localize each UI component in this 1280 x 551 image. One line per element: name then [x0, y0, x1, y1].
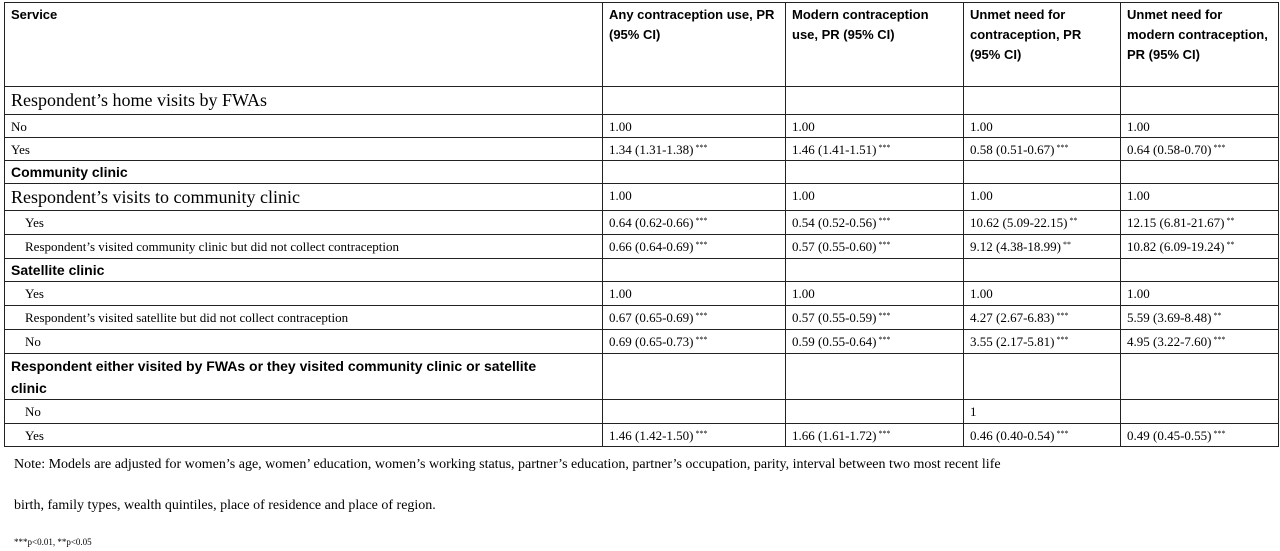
estimate: 0.49 (0.45-0.55)	[1127, 428, 1212, 443]
significance-marker: ***	[695, 429, 708, 438]
row-label: Respondent’s visited community clinic but did not collect contraception	[5, 235, 603, 259]
table-row	[5, 87, 1279, 115]
table-row	[5, 184, 1279, 211]
cell-value: 1.00	[603, 184, 786, 211]
row-label: No	[5, 115, 603, 138]
table-row	[5, 235, 1279, 259]
cell-value	[964, 211, 1121, 235]
significance-marker: **	[1213, 311, 1222, 320]
estimate: 0.64 (0.58-0.70)	[1127, 142, 1212, 157]
significance-marker: ***	[1056, 143, 1069, 152]
cell-value	[964, 138, 1121, 161]
cell-value	[603, 306, 786, 330]
significance-marker: ***	[695, 143, 708, 152]
significance-marker: **	[1063, 240, 1071, 249]
cell-value	[603, 330, 786, 354]
significance-marker: ***	[695, 311, 708, 320]
cell-value: 1.00	[1121, 184, 1279, 211]
cell-value: 1	[964, 400, 1121, 424]
significance-footnote: ***p<0.01, **p<0.05	[14, 537, 92, 547]
table-row	[5, 259, 1279, 282]
table-row	[5, 354, 1279, 400]
significance-marker: ***	[878, 311, 891, 320]
cell-value	[786, 211, 964, 235]
significance-marker: ***	[1056, 311, 1069, 320]
cell-value	[786, 138, 964, 161]
estimate: 4.95 (3.22-7.60)	[1127, 334, 1212, 349]
row-label: No	[5, 330, 603, 354]
cell-value	[603, 138, 786, 161]
cell-value	[1121, 235, 1279, 259]
cell-value: 1.00	[603, 282, 786, 306]
cell-value	[603, 424, 786, 447]
row-label: Respondent’s visited satellite but did not collect contraception	[5, 306, 603, 330]
table-row	[5, 330, 1279, 354]
table-row	[5, 138, 1279, 161]
table-row	[5, 400, 1279, 424]
cell-value	[964, 235, 1121, 259]
cell-value	[964, 330, 1121, 354]
cell-value	[1121, 424, 1279, 447]
cell-value	[786, 330, 964, 354]
table-row	[5, 161, 1279, 184]
results-table	[4, 2, 1279, 447]
estimate: 0.69 (0.65-0.73)	[609, 334, 694, 349]
cell-value	[786, 424, 964, 447]
estimate: 12.15 (6.81-21.67)	[1127, 215, 1225, 230]
cell-value: 1.00	[1121, 282, 1279, 306]
significance-marker: ***	[695, 240, 708, 249]
cell-value: 1.00	[964, 282, 1121, 306]
table-row	[5, 115, 1279, 138]
estimate: 1.34 (1.31-1.38)	[609, 142, 694, 157]
significance-marker: ***	[1213, 335, 1226, 344]
cell-value	[964, 424, 1121, 447]
row-label: Yes	[5, 424, 603, 447]
estimate: 0.67 (0.65-0.69)	[609, 310, 694, 325]
estimate: 0.66 (0.64-0.69)	[609, 239, 694, 254]
cell-value	[603, 235, 786, 259]
cell-value: 1.00	[964, 184, 1121, 211]
significance-marker: **	[1226, 216, 1235, 225]
significance-marker: ***	[878, 335, 891, 344]
significance-marker: ***	[1056, 429, 1069, 438]
estimate: 0.58 (0.51-0.67)	[970, 142, 1055, 157]
table-note-line-1: Note: Models are adjusted for women’s age, women’ education, women’s working status, partner’s education, partner’s occupation, parity, interval between two most recent life	[14, 457, 1001, 472]
header-row	[5, 3, 1279, 87]
table-row	[5, 424, 1279, 447]
significance-marker: ***	[878, 143, 891, 152]
estimate: 1.66 (1.61-1.72)	[792, 428, 877, 443]
cell-value: 1.00	[786, 115, 964, 138]
estimate: 3.55 (2.17-5.81)	[970, 334, 1055, 349]
cell-value	[603, 211, 786, 235]
header-unmet-need-modern: Unmet need for modern contraception, PR (95% CI)	[1121, 3, 1279, 87]
estimate: 9.12 (4.38-18.99)	[970, 239, 1061, 254]
cell-value: 1.00	[1121, 115, 1279, 138]
significance-marker: ***	[695, 335, 708, 344]
significance-marker: ***	[878, 240, 891, 249]
row-label: Yes	[5, 211, 603, 235]
row-label: Respondent’s visits to community clinic	[5, 184, 603, 211]
header-modern-contraception: Modern contraception use, PR (95% CI)	[786, 3, 964, 87]
significance-marker: ***	[1213, 429, 1226, 438]
significance-marker: ***	[878, 216, 891, 225]
cell-value	[786, 235, 964, 259]
table-row	[5, 211, 1279, 235]
cell-value	[1121, 138, 1279, 161]
estimate: 0.54 (0.52-0.56)	[792, 215, 877, 230]
section-heading: Respondent either visited by FWAs or they visited community clinic or satellite clinic	[5, 354, 603, 400]
estimate: 1.46 (1.41-1.51)	[792, 142, 877, 157]
significance-marker: **	[1069, 216, 1078, 225]
table-row	[5, 306, 1279, 330]
cell-value	[1121, 330, 1279, 354]
row-label: Respondent’s home visits by FWAs	[5, 87, 603, 115]
cell-value: 1.00	[964, 115, 1121, 138]
table-row	[5, 282, 1279, 306]
estimate: 0.46 (0.40-0.54)	[970, 428, 1055, 443]
row-label: Yes	[5, 282, 603, 306]
cell-value	[1121, 211, 1279, 235]
estimate: 10.82 (6.09-19.24)	[1127, 239, 1225, 254]
row-label: No	[5, 400, 603, 424]
header-any-contraception: Any contraception use, PR (95% CI)	[603, 3, 786, 87]
significance-marker: ***	[878, 429, 891, 438]
cell-value	[964, 306, 1121, 330]
section-heading: Satellite clinic	[5, 259, 603, 282]
estimate: 0.64 (0.62-0.66)	[609, 215, 694, 230]
row-label: Yes	[5, 138, 603, 161]
cell-value: 1.00	[603, 115, 786, 138]
cell-value	[786, 306, 964, 330]
header-service: Service	[5, 3, 603, 87]
cell-value: 1.00	[786, 184, 964, 211]
table-note-line-2: birth, family types, wealth quintiles, place of residence and place of region.	[14, 498, 436, 513]
estimate: 0.57 (0.55-0.60)	[792, 239, 877, 254]
estimate: 4.27 (2.67-6.83)	[970, 310, 1055, 325]
significance-marker: ***	[1056, 335, 1069, 344]
estimate: 0.59 (0.55-0.64)	[792, 334, 877, 349]
cell-value	[1121, 306, 1279, 330]
cell-value: 1.00	[786, 282, 964, 306]
section-heading: Community clinic	[5, 161, 603, 184]
estimate: 5.59 (3.69-8.48)	[1127, 310, 1212, 325]
estimate: 0.57 (0.55-0.59)	[792, 310, 877, 325]
significance-marker: **	[1226, 240, 1235, 249]
header-unmet-need: Unmet need for contraception, PR (95% CI)	[964, 3, 1121, 87]
significance-marker: ***	[1213, 143, 1226, 152]
significance-marker: ***	[695, 216, 708, 225]
estimate: 1.46 (1.42-1.50)	[609, 428, 694, 443]
estimate: 10.62 (5.09-22.15)	[970, 215, 1068, 230]
